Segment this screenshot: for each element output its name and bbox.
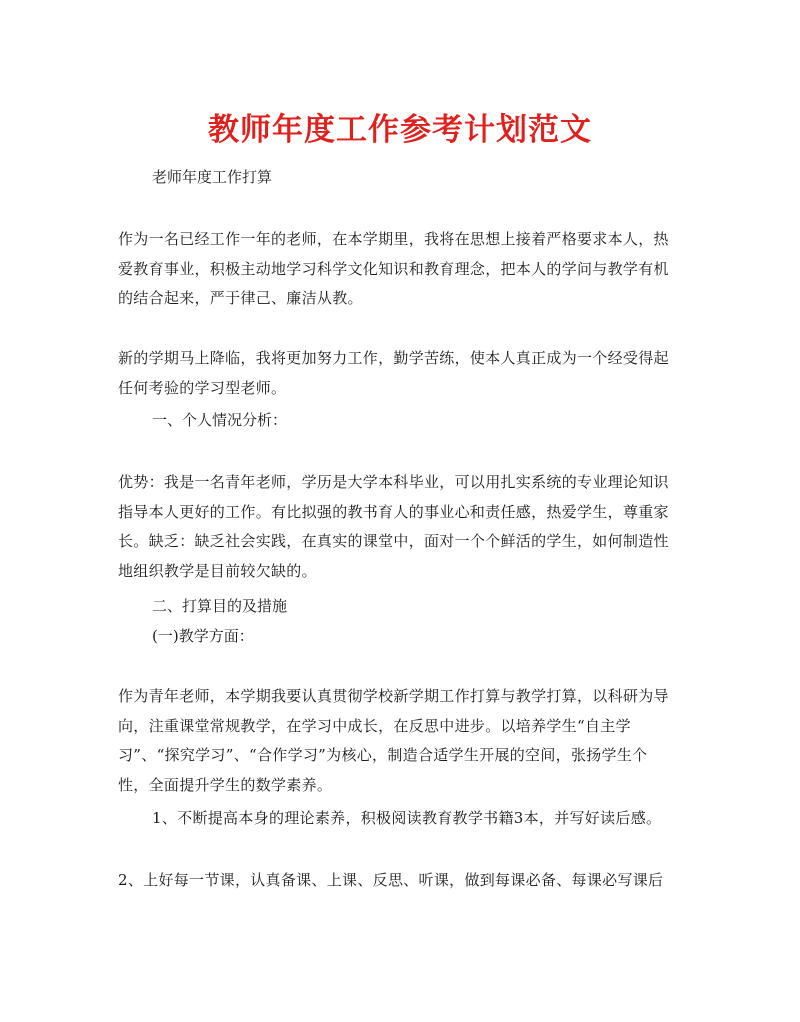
paragraph-intro: 作为一名已经工作一年的老师，在本学期里，我将在思想上接着严格要求本人，热爱教育事业，积极主动地学习科学文化知识和教育理念，把本人的学问与教学有机的结合起来，严于律己、廉洁从教。: [118, 230, 669, 307]
document-title: 教师年度工作参考计划范文: [208, 112, 592, 148]
heading-goals-measures: 二、打算目的及措施: [152, 597, 288, 615]
heading-teaching: (一)教学方面：: [152, 627, 254, 645]
paragraph-new-semester: 新的学期马上降临，我将更加努力工作，勤学苦练，使本人真正成为一个经受得起任何考验的学习型老师。: [118, 349, 669, 397]
list-item-2: 2、上好每一节课，认真备课、上课、反思、听课，做到每课必备、每课必写课后: [118, 871, 664, 889]
paragraph-strengths-weaknesses: 优势：我是一名青年老师，学历是大学本科毕业，可以用扎实系统的专业理论知识指导本人更好的工作。有比拟强的教书育人的事业心和责任感，热爱学生，尊重家长。缺乏：缺乏社会实践，在真实的课堂中，面对一个个鲜活的学生，如何制造性地组织教学是目前较欠缺的。: [118, 473, 669, 580]
paragraph-teaching-plan: 作为青年老师，本学期我要认真贯彻学校新学期工作打算与教学打算，以科研为导向，注重课堂常规教学，在学习中成长，在反思中进步。以培养学生“自主学习”、“探究学习”、“合作学习”为核心，制造合适学生开展的空间，张扬学生个性，全面提升学生的数学素养。: [118, 687, 669, 794]
document-subtitle: 老师年度工作打算: [152, 168, 273, 186]
list-item-1: 1、不断提高本身的理论素养，积极阅读教育教学书籍3本，并写好读后感。: [152, 809, 662, 827]
heading-personal-analysis: 一、个人情况分析：: [152, 411, 288, 429]
